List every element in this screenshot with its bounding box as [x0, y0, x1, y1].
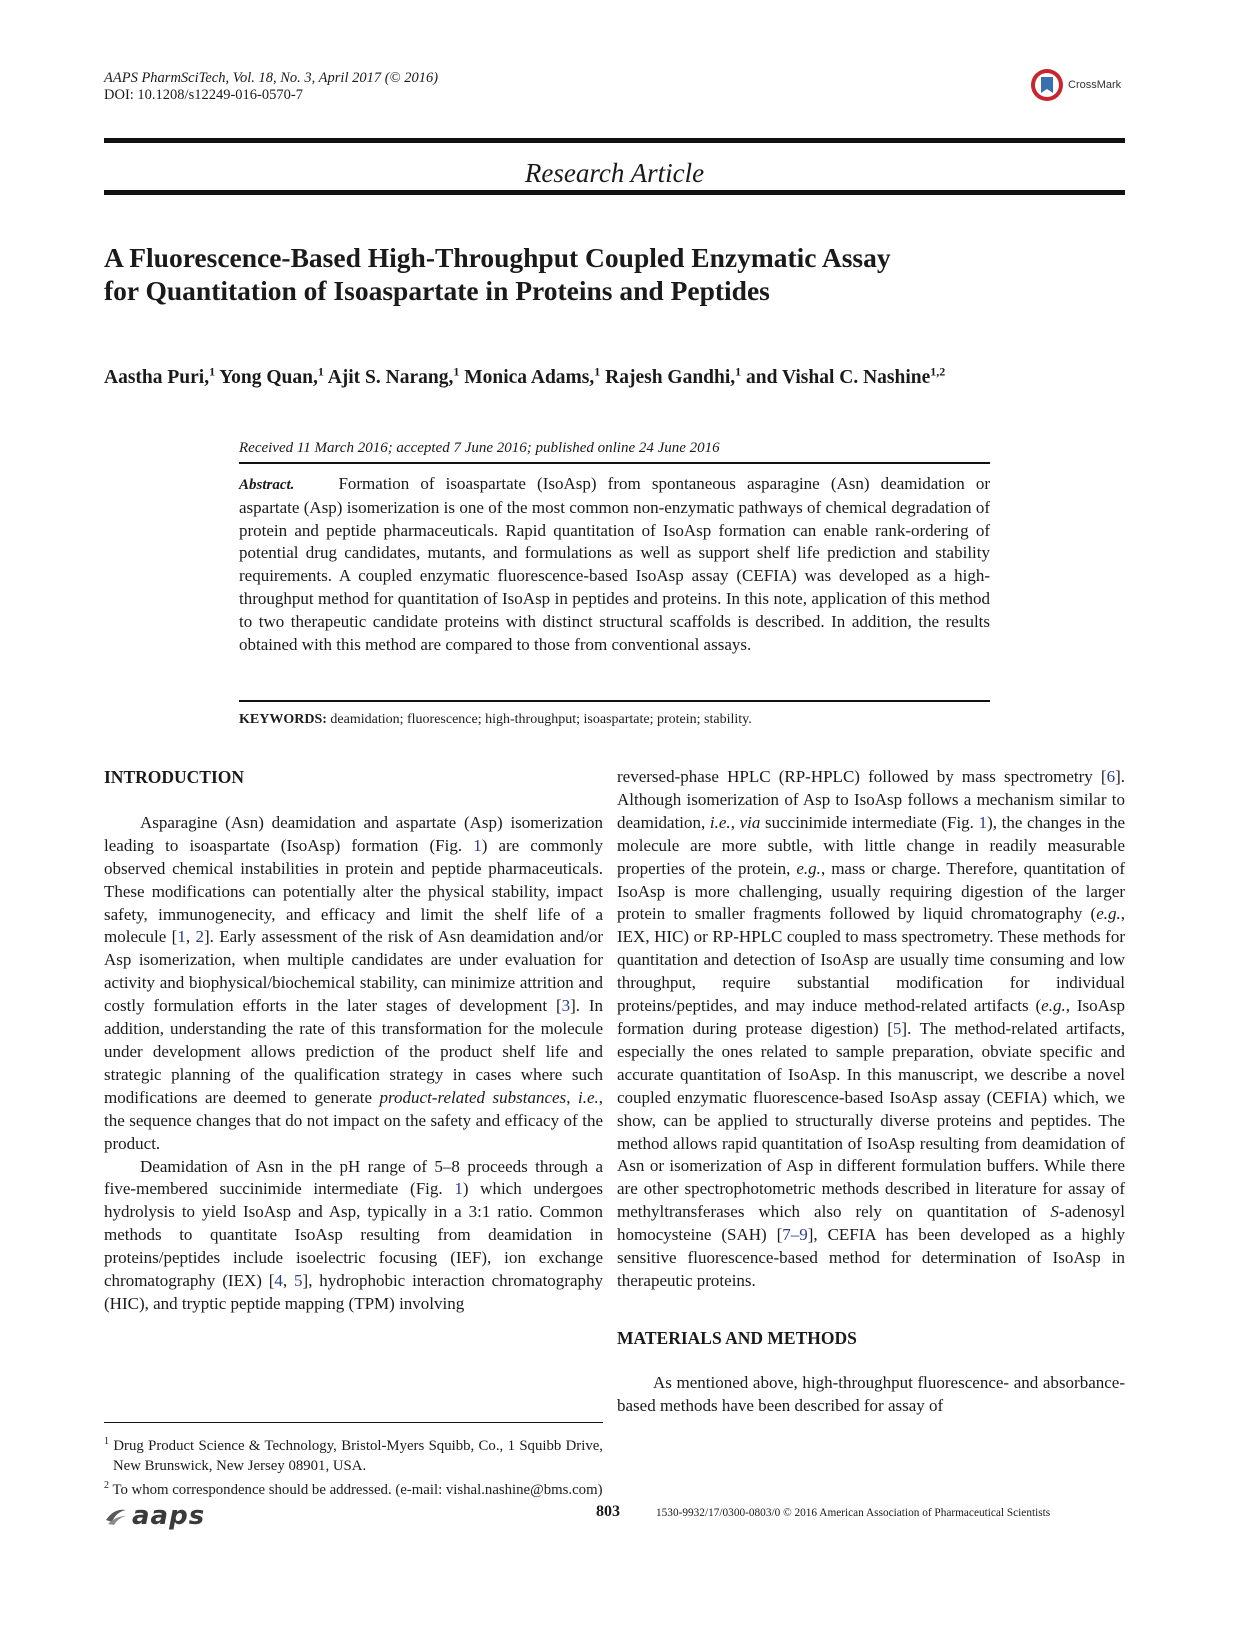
top-rule [104, 138, 1125, 143]
footnote: $^1$ Drug Product Science & Technology, Bristol-Myers Squibb, Co., 1 Squibb Drive, New Brunswick, New Jersey 08901, USA. [104, 1436, 604, 1474]
abstract-bottom-rule [239, 700, 990, 702]
figure-link[interactable]: 1 [978, 812, 988, 832]
article-type: Research Article [524, 158, 705, 188]
footnote-rule [104, 1422, 603, 1423]
citation-link[interactable]: 3 [561, 996, 571, 1016]
title-line-1: A Fluorescence-Based High-Throughput Coupled Enzymatic Assay [104, 242, 891, 273]
citation-link[interactable]: 5 [892, 1018, 902, 1038]
citation-link[interactable]: 2 [195, 927, 204, 947]
crossmark-badge[interactable] [1030, 68, 1121, 102]
aaps-swoosh-icon [104, 1506, 128, 1526]
author[interactable]: Ajit S. Narang,$^1$ [327, 364, 460, 388]
paragraph: Asparagine (Asn) deamidation and aspartate (Asp) isomerization leading to isoaspartate (IsoAsp) formation (Fig. 1) are commonly observed chemical instabilities in protein and peptide pharmaceuticals. These modifications can potentially alter the physical stability, impact safety, immunogenecity, and efficacy and limit the shelf life of a molecule [1, 2]. Early assessment of the risk of Asn deamidation and/or Asp isomerization, when multiple candidates are under evaluation for activity and biophysical/biochemical stability, can minimize attrition and costly formulation efforts in the later stages of development [3]. In addition, understanding the rate of this transformation for the molecule under development allows prediction of the product shelf life and strategic planning of the qualification strategy in cases where such modifications are deemed to generate product-related substances, i.e., the sequence changes that do not impact on the safety and efficacy of the product. [104, 812, 604, 1153]
right-column [617, 766, 1125, 1418]
paragraph: reversed-phase HPLC (RP-HPLC) followed by mass spectrometry [6]. Although isomerization of Asp to IsoAsp follows a mechanism similar to deamidation, i.e., via succinimide intermediate (Fig. 1), the changes in the molecule are more subtle, with little change in readily measurable properties of the protein, e.g., mass or charge. Therefore, quantitation of IsoAsp is more challenging, usually requiring digestion of the larger protein to smaller fragments followed by liquid chromatography (e.g., IEX, HIC) or RP-HPLC coupled to mass spectrometry. These methods for quantitation and detection of IsoAsp are usually time consuming and low throughput, require substantial modification for individual proteins/peptides, and may induce method-related artifacts (e.g., IsoAsp formation during protease digestion) [5]. The method-related artifacts, especially the ones related to sample preparation, obviate specific and accurate quantitation of IsoAsp. In this manuscript, we describe a novel coupled enzymatic fluorescence-based IsoAsp assay (CEFIA) which, we show, can be applied to structurally diverse proteins and peptides. The method allows rapid quantitation of IsoAsp resulting from deamidation of Asn or isomerization of Asp in different formulation buffers. While there are other spectrophotometric methods described in literature for assay of methyltransferases which also rely on quantitation of S-adenosyl homocysteine (SAH) [7–9], CEFIA has been developed as a highly sensitive fluorescence-based method for determination of IsoAsp in therapeutic proteins. [617, 767, 1126, 1290]
doi[interactable]: DOI: 10.1208/s12249-016-0570-7 [104, 87, 303, 103]
bottom-rule [104, 190, 1125, 195]
citation-link[interactable]: 5 [294, 1271, 303, 1291]
section-heading-materials-methods: MATERIALS AND METHODS [617, 1327, 857, 1348]
section-heading-introduction: INTRODUCTION [104, 767, 245, 787]
figure-link[interactable]: 1 [473, 835, 482, 855]
aaps-logo-text: aaps [132, 1501, 206, 1531]
keywords-label: KEYWORDS: [239, 712, 327, 727]
author[interactable]: Aastha Puri,$^1$ [104, 364, 216, 388]
abstract-top-rule [239, 462, 990, 464]
abstract [239, 473, 990, 656]
citation-link[interactable]: 1 [177, 927, 186, 947]
paragraph: Deamidation of Asn in the pH range of 5–8 proceeds through a five-membered succinimide intermediate (Fig. 1) which undergoes hydrolysis to yield IsoAsp and Asp, typically in a 3:1 ratio. Common methods to quantitate IsoAsp resulting from deamidation in proteins/peptides include isoelectric focusing (IEF), ion exchange chromatography (IEX) [4, 5], hydrophobic interaction chromatography (HIC), and tryptic peptide mapping (TPM) involving [104, 1156, 604, 1313]
received-dates: Received 11 March 2016; accepted 7 June 2016; published online 24 June 2016 [239, 440, 720, 456]
keywords-text: deamidation; fluorescence; high-throughput; isoaspartate; protein; stability. [330, 712, 752, 727]
crossmark-icon [1030, 68, 1064, 102]
abstract-text: Formation of isoaspartate (IsoAsp) from spontaneous asparagine (Asn) deamidation or aspartate (Asp) isomerization is one of the most common non-enzymatic pathways of chemical degradation of protein and peptide pharmaceuticals. Rapid quantitation of IsoAsp formation can enable rank-ordering of potential drug candidates, mutants, and formulations as well as support shelf life prediction and stability requirements. A coupled enzymatic fluorescence-based IsoAsp assay (CEFIA) was developed as a high-throughput method for quantitation of IsoAsp in peptides and proteins. In this note, application of this method to two therapeutic candidate proteins with distinct structural scaffolds is described. In addition, the results obtained with this method are compared to those from conventional assays. [239, 474, 990, 654]
page-number: 803 [596, 1503, 620, 1520]
footnote: $^2$ To whom correspondence should be addressed. (e-mail: vishal.nashine@bms.com) [104, 1479, 603, 1498]
journal-header [104, 70, 438, 104]
author[interactable]: Monica Adams,$^1$ [464, 364, 601, 388]
author-list [104, 364, 1125, 389]
footnotes [104, 1432, 603, 1500]
left-column [104, 766, 603, 1316]
figure-link[interactable]: 1 [454, 1179, 463, 1199]
author[interactable]: Yong Quan,$^1$ [219, 364, 324, 388]
author[interactable]: Rajesh Gandhi,$^1$ [605, 364, 742, 388]
aaps-logo [104, 1501, 205, 1531]
journal-citation: AAPS PharmSciTech, Vol. 18, No. 3, April 2017 (© 2016) [104, 70, 439, 86]
abstract-label: Abstract. [239, 477, 295, 493]
citation-link[interactable]: 6 [1106, 767, 1116, 786]
keywords [239, 712, 990, 728]
author[interactable]: and Vishal C. Nashine$^{1,2}$ [746, 364, 946, 388]
paragraph: As mentioned above, high-throughput fluorescence- and absorbance-based methods have been described for assay of [617, 1372, 1125, 1415]
title-line-2: for Quantitation of Isoaspartate in Proteins and Peptides [104, 275, 770, 306]
copyright-line: 1530-9932/17/0300-0803/0 © 2016 American Association of Pharmaceutical Scientists [656, 1507, 1051, 1519]
citation-link[interactable]: 4 [274, 1271, 283, 1291]
article-title [104, 241, 1125, 307]
crossmark-label: CrossMark [1068, 79, 1122, 91]
citation-link[interactable]: 7–9 [782, 1225, 808, 1245]
